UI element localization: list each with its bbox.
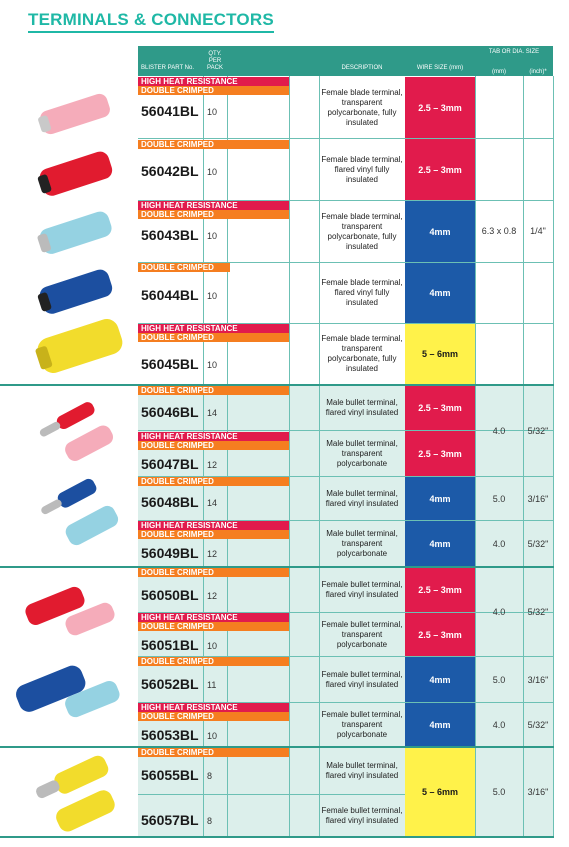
tag-hhr: HIGH HEAT RESISTANCE bbox=[138, 703, 289, 712]
wire-size: 2.5 – 3mm bbox=[405, 139, 475, 200]
tag-dc: DOUBLE CRIMPED bbox=[138, 657, 289, 666]
description: Female blade terminal, transparent polycarbonate, fully insulated bbox=[321, 211, 403, 251]
part-number: 56041BL bbox=[141, 103, 199, 119]
part-number: 56042BL bbox=[141, 163, 199, 179]
part-number: 56043BL bbox=[141, 227, 199, 243]
wire-size: 2.5 – 3mm bbox=[405, 386, 475, 430]
tab-size-mm: 5.0 bbox=[492, 674, 506, 685]
wire-size: 2.5 – 3mm bbox=[405, 613, 475, 656]
part-number: 56047BL bbox=[141, 456, 199, 472]
wire-size: 4mm bbox=[405, 521, 475, 566]
description: Female bullet terminal, flared vinyl insulated bbox=[321, 669, 403, 689]
description: Female blade terminal, flared vinyl fully insulated bbox=[321, 154, 403, 184]
female-blade-terminals-image bbox=[20, 84, 130, 384]
header-mm: (mm) bbox=[492, 69, 506, 75]
part-number: 56053BL bbox=[141, 727, 199, 743]
qty: 10 bbox=[207, 360, 218, 370]
tag-hhr: HIGH HEAT RESISTANCE bbox=[138, 521, 289, 530]
tag-hhr: HIGH HEAT RESISTANCE bbox=[138, 324, 289, 333]
tag-dc: DOUBLE CRIMPED bbox=[138, 210, 289, 219]
description: Female blade terminal, flared vinyl fully insulated bbox=[321, 278, 403, 307]
tab-size-inch: 5/32" bbox=[527, 426, 549, 436]
qty: 10 bbox=[207, 641, 218, 651]
wire-size: 2.5 – 3mm bbox=[405, 77, 475, 138]
description: Male bullet terminal, flared vinyl insulated bbox=[325, 398, 399, 417]
tab-size-inch: 1/4" bbox=[530, 225, 546, 236]
qty: 8 bbox=[207, 816, 213, 826]
description: Female bullet terminal, transparent polycarbonate bbox=[321, 709, 403, 739]
qty: 12 bbox=[207, 591, 218, 601]
tab-size-inch: 5/32" bbox=[527, 719, 549, 730]
tab-size-inch: 3/16" bbox=[527, 493, 549, 504]
tab-size-inch: 5/32" bbox=[527, 607, 549, 617]
qty: 14 bbox=[207, 498, 218, 508]
part-number: 56048BL bbox=[141, 494, 199, 510]
tag-dc: DOUBLE CRIMPED bbox=[138, 140, 289, 149]
male-bullet-terminals-image bbox=[20, 395, 130, 565]
tag-dc: DOUBLE CRIMPED bbox=[138, 441, 289, 450]
wire-size: 4mm bbox=[405, 477, 475, 520]
female-bullet-terminals-image bbox=[10, 575, 130, 745]
header-part: BLISTER PART No. bbox=[138, 46, 203, 76]
description: Female bullet terminal, transparent polycarbonate bbox=[321, 619, 403, 649]
qty: 10 bbox=[207, 731, 218, 741]
qty: 14 bbox=[207, 408, 218, 418]
tag-dc: DOUBLE CRIMPED bbox=[138, 263, 230, 272]
part-number: 56057BL bbox=[141, 812, 199, 828]
group-divider bbox=[0, 836, 554, 838]
header-wire: WIRE SIZE (mm) bbox=[405, 46, 475, 76]
description: Male bullet terminal, transparent polycarbonate bbox=[326, 438, 398, 468]
tab-size-inch: 3/16" bbox=[527, 787, 549, 797]
qty: 12 bbox=[207, 460, 218, 470]
tab-size-mm: 4.0 bbox=[492, 719, 506, 730]
header-inch: (inch)* bbox=[529, 69, 547, 75]
qty: 12 bbox=[207, 549, 218, 559]
tag-dc: DOUBLE CRIMPED bbox=[138, 530, 289, 539]
tag-dc: DOUBLE CRIMPED bbox=[138, 712, 289, 721]
divider bbox=[203, 76, 204, 837]
header-qty: QTY. PER PACK bbox=[203, 46, 227, 76]
tab-size-mm: 5.0 bbox=[492, 493, 506, 504]
part-number: 56044BL bbox=[141, 287, 199, 303]
page-title: TERMINALS & CONNECTORS bbox=[28, 10, 274, 33]
tag-dc: DOUBLE CRIMPED bbox=[138, 622, 289, 631]
header-desc: DESCRIPTION bbox=[319, 46, 405, 76]
qty: 10 bbox=[207, 291, 218, 301]
tag-hhr: HIGH HEAT RESISTANCE bbox=[138, 201, 289, 210]
wire-size: 2.5 – 3mm bbox=[405, 431, 475, 476]
part-number: 56046BL bbox=[141, 404, 199, 420]
yellow-bullet-terminals-image bbox=[20, 755, 130, 835]
wire-size: 5 – 6mm bbox=[405, 324, 475, 384]
qty: 10 bbox=[207, 107, 218, 117]
description: Male bullet terminal, flared vinyl insulated bbox=[325, 488, 399, 508]
qty: 11 bbox=[207, 680, 217, 690]
divider bbox=[227, 76, 228, 837]
tab-size-inch: 3/16" bbox=[527, 674, 549, 685]
header-tab: TAB OR DIA. SIZE bbox=[475, 46, 553, 76]
wire-size: 5 – 6mm bbox=[405, 748, 475, 836]
divider bbox=[289, 76, 290, 837]
wire-size: 4mm bbox=[405, 657, 475, 702]
tag-dc: DOUBLE CRIMPED bbox=[138, 568, 289, 577]
tag-hhr: HIGH HEAT RESISTANCE bbox=[138, 613, 289, 622]
header-blank bbox=[227, 46, 319, 76]
tab-size-mm: 4.0 bbox=[492, 607, 506, 617]
tab-size-mm: 6.3 x 0.8 bbox=[481, 225, 517, 236]
wire-size: 4mm bbox=[405, 263, 475, 323]
part-number: 56049BL bbox=[141, 545, 199, 561]
tab-size-mm: 4.0 bbox=[492, 538, 506, 549]
wire-size: 2.5 – 3mm bbox=[405, 568, 475, 612]
wire-size: 4mm bbox=[405, 703, 475, 746]
qty: 8 bbox=[207, 771, 213, 781]
part-number: 56052BL bbox=[141, 676, 199, 692]
qty: 10 bbox=[207, 167, 218, 177]
part-number: 56055BL bbox=[141, 767, 199, 783]
description: Female bullet terminal, flared vinyl insulated bbox=[321, 805, 403, 825]
part-number: 56045BL bbox=[141, 356, 199, 372]
description: Female bullet terminal, flared vinyl insulated bbox=[321, 580, 403, 599]
tab-size-mm: 4.0 bbox=[492, 426, 506, 436]
tab-size-inch: 5/32" bbox=[527, 538, 549, 549]
tag-dc: DOUBLE CRIMPED bbox=[138, 477, 289, 486]
tag-dc: DOUBLE CRIMPED bbox=[138, 333, 289, 342]
qty: 10 bbox=[207, 231, 218, 241]
description: Male bullet terminal, flared vinyl insulated bbox=[325, 761, 399, 780]
tag-dc: DOUBLE CRIMPED bbox=[138, 86, 289, 95]
description: Female blade terminal, transparent polycarbonate, fully insulated bbox=[321, 334, 403, 373]
description: Male bullet terminal, transparent polycarbonate bbox=[326, 528, 398, 558]
wire-size: 4mm bbox=[405, 201, 475, 262]
tag-dc: DOUBLE CRIMPED bbox=[138, 748, 289, 757]
description: Female blade terminal, transparent polycarbonate, fully insulated bbox=[321, 87, 403, 127]
part-number: 56050BL bbox=[141, 587, 199, 603]
tag-hhr: HIGH HEAT RESISTANCE bbox=[138, 77, 289, 86]
divider bbox=[553, 76, 554, 837]
tag-dc: DOUBLE CRIMPED bbox=[138, 386, 289, 395]
tag-hhr: HIGH HEAT RESISTANCE bbox=[138, 432, 289, 441]
tab-size-mm: 5.0 bbox=[492, 787, 506, 797]
part-number: 56051BL bbox=[141, 637, 199, 653]
